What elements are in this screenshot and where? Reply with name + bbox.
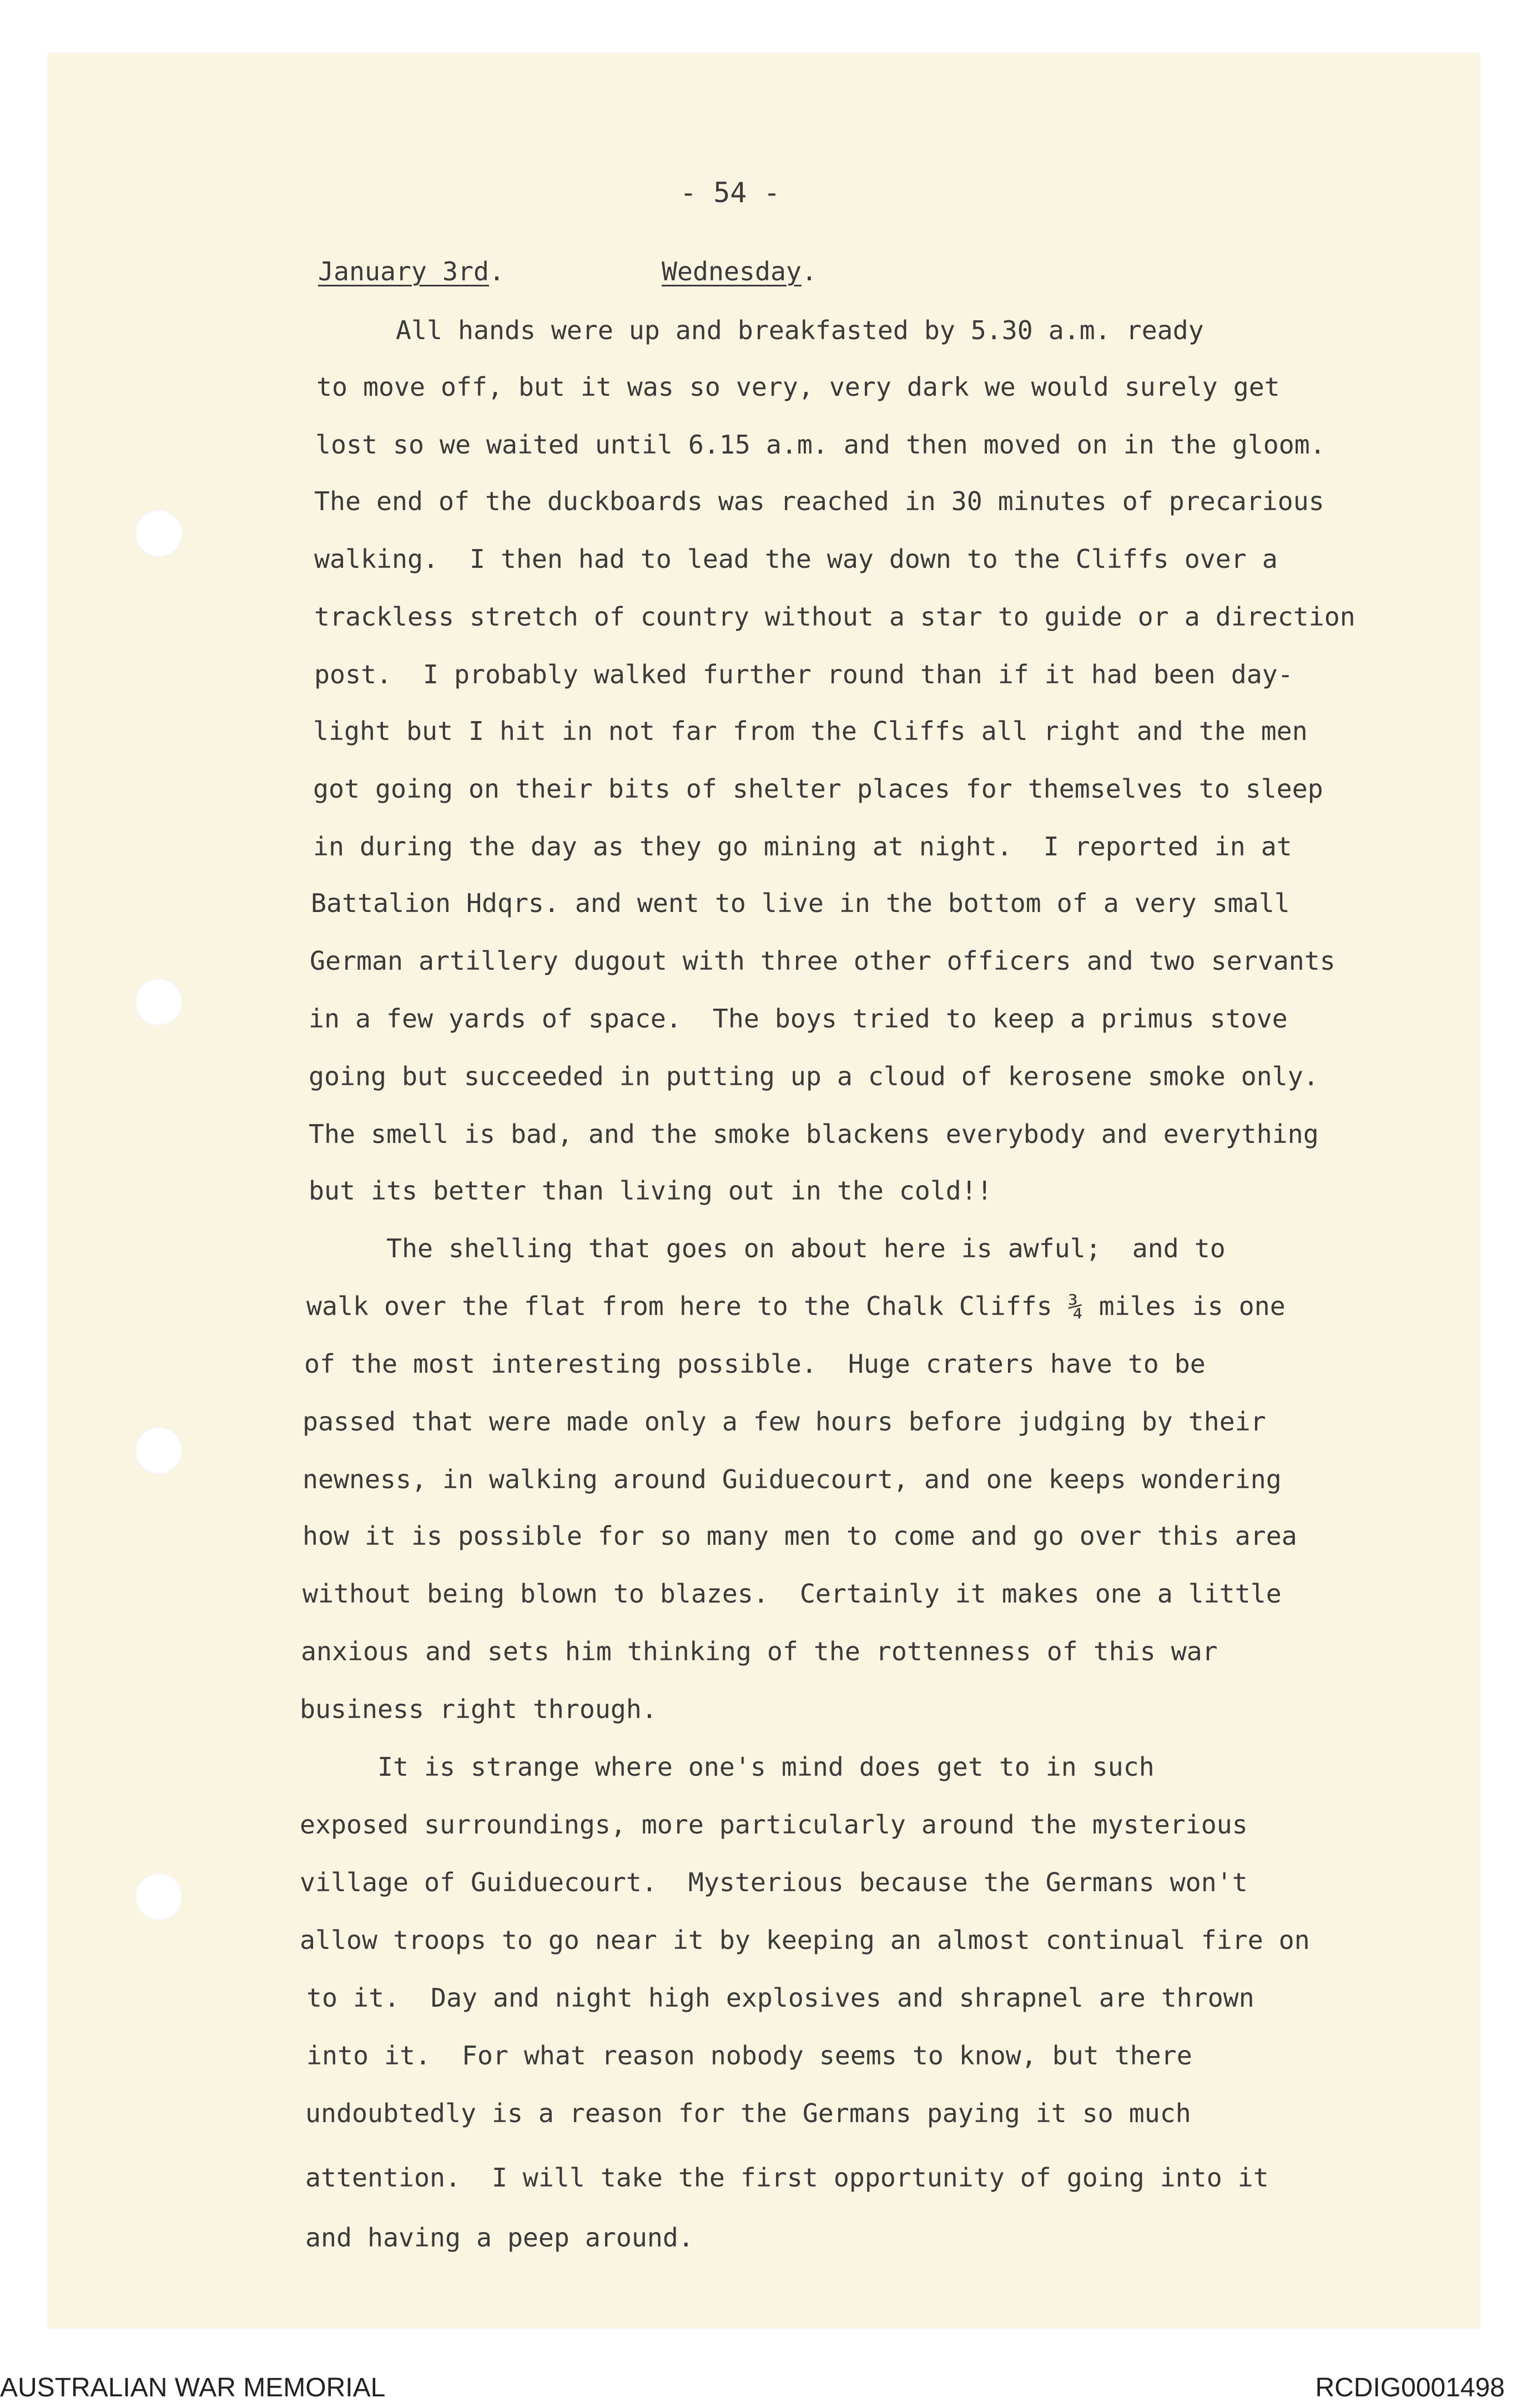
punch-hole — [135, 1873, 183, 1921]
entry-day-heading — [662, 256, 817, 286]
text-line: newness, in walking around Guiduecourt, and one keeps wondering — [303, 1464, 1282, 1494]
text-line: exposed surroundings, more particularly around the mysterious — [300, 1810, 1248, 1840]
text-line: of the most interesting possible. Huge craters have to be — [304, 1349, 1206, 1379]
text-line: got going on their bits of shelter places for themselves to sleep — [313, 774, 1323, 804]
text-line: anxious and sets him thinking of the rottenness of this war — [301, 1636, 1218, 1666]
text-line: light but I hit in not far from the Cliffs all right and the men — [313, 716, 1308, 746]
entry-day: Wednesday — [662, 256, 802, 286]
text-line: The smell is bad, and the smoke blackens everybody and everything — [309, 1119, 1319, 1149]
text-line: passed that were made only a few hours before judging by their — [303, 1407, 1266, 1437]
text-line: village of Guiduecourt. Mysterious because the Germans won't — [300, 1867, 1248, 1897]
entry-date: January 3rd — [318, 256, 489, 286]
text-line: without being blown to blazes. Certainly it makes one a little — [303, 1579, 1282, 1609]
punch-hole — [135, 978, 183, 1026]
text-line: The end of the duckboards was reached in 30 minutes of precarious — [314, 486, 1324, 516]
text-line: how it is possible for so many men to come and go over this area — [303, 1521, 1297, 1551]
text-line: going but succeeded in putting up a cloud of kerosene smoke only. — [309, 1061, 1319, 1091]
text-line: to move off, but it was so very, very dark we would surely get — [316, 372, 1280, 402]
text-line: and having a peep around. — [305, 2223, 694, 2253]
text-line: business right through. — [300, 1694, 657, 1724]
text-line: trackless stretch of country without a star to guide or a direction — [314, 602, 1355, 632]
text-line: post. I probably walked further round than if it had been day- — [314, 659, 1293, 689]
text-line: to it. Day and night high explosives and shrapnel are thrown — [306, 1983, 1254, 2013]
text-line: lost so we waited until 6.15 a.m. and then moved on in the gloom. — [315, 430, 1326, 460]
text-line: Battalion Hdqrs. and went to live in the bottom of a very small — [311, 888, 1290, 918]
text-line: walk over the flat from here to the Chalk Cliffs ¾ miles is one — [306, 1291, 1286, 1321]
text-line: undoubtedly is a reason for the Germans paying it so much — [305, 2098, 1191, 2128]
archive-credit: AUSTRALIAN WAR MEMORIAL — [0, 2373, 386, 2402]
text-line: The shelling that goes on about here is awful; and to — [309, 1233, 1226, 1263]
text-line: in during the day as they go mining at night. I reported in at — [313, 832, 1292, 862]
text-line: in a few yards of space. The boys tried to keep a primus stove — [309, 1004, 1288, 1034]
archive-id: RCDIG0001498 — [1315, 2373, 1505, 2402]
text-line: but its better than living out in the cold!! — [309, 1176, 992, 1206]
text-line: allow troops to go near it by keeping an almost continual fire on — [300, 1925, 1310, 1955]
entry-day-punct: . — [801, 256, 817, 286]
text-line: into it. For what reason nobody seems to know, but there — [306, 2041, 1192, 2071]
entry-date-punct: . — [488, 256, 505, 286]
text-line: German artillery dugout with three other officers and two servants — [310, 946, 1335, 976]
punch-hole — [135, 1427, 183, 1474]
text-line: attention. I will take the first opportunity of going into it — [305, 2163, 1269, 2193]
page-number: - 54 - — [680, 177, 780, 209]
entry-date-heading — [318, 256, 505, 286]
text-line: It is strange where one's mind does get to in such — [300, 1752, 1155, 1782]
text-line: All hands were up and breakfasted by 5.30 a.m. ready — [318, 315, 1204, 345]
punch-hole — [135, 510, 183, 557]
text-line: walking. I then had to lead the way down to the Cliffs over a — [314, 544, 1278, 574]
